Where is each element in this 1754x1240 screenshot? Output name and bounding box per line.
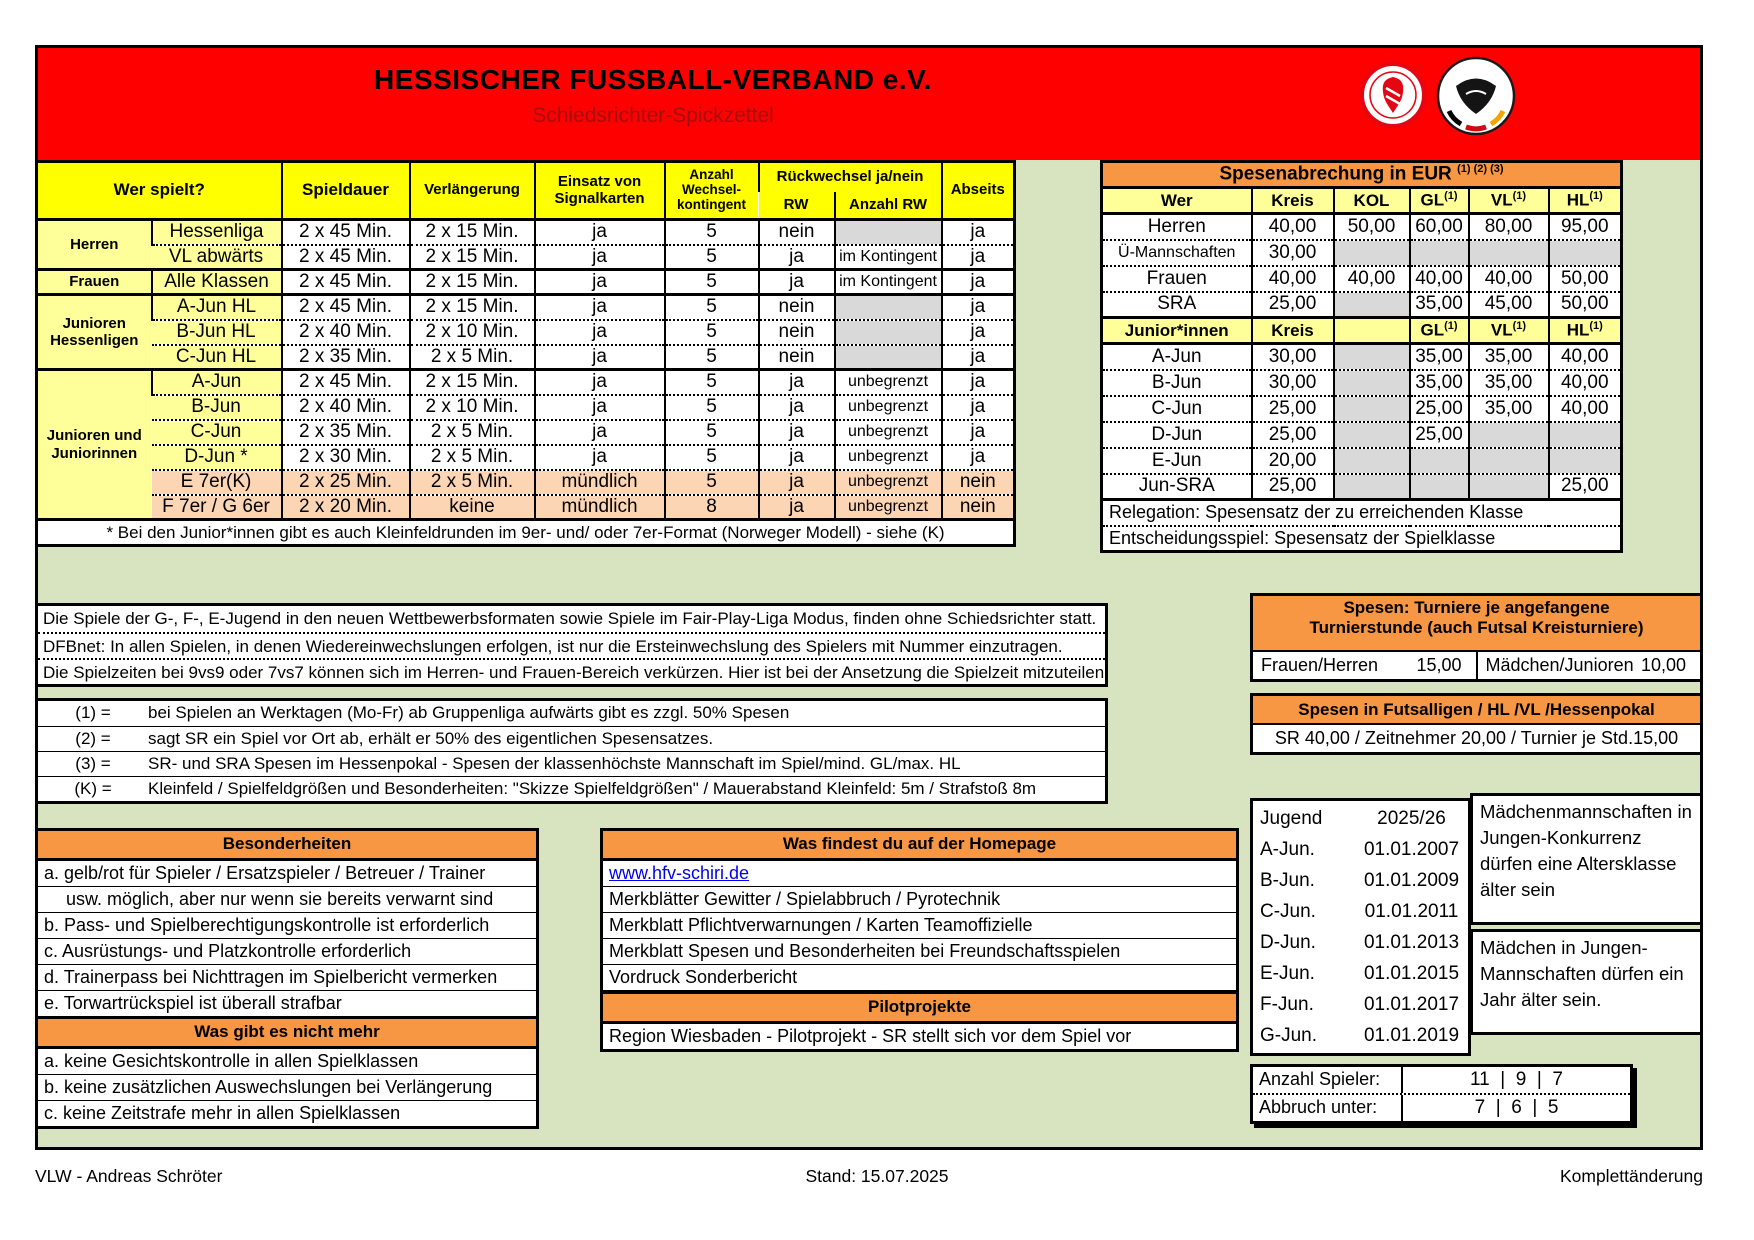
group-label-junioren-hl: Junioren Hessenligen — [37, 295, 152, 370]
cell: ja — [942, 370, 1015, 395]
cell: im Kontingent — [835, 270, 942, 295]
cell: 25,00 — [1410, 422, 1469, 448]
cell: ja — [942, 345, 1015, 370]
cell: 35,00 — [1469, 370, 1549, 396]
page-subtitle: Schiedsrichter-Spickzettel — [532, 104, 774, 127]
cell: 30,00 — [1252, 370, 1334, 396]
cell: 2 x 35 Min. — [282, 345, 410, 370]
cell — [1549, 422, 1622, 448]
cell: 5 — [665, 470, 759, 495]
futsal-expenses-box — [1250, 693, 1703, 755]
relegation-note: Relegation: Spesensatz der zu erreichenden Klasse — [1102, 500, 1622, 526]
cell: 5 — [665, 420, 759, 445]
cell — [1410, 474, 1469, 500]
cell — [1334, 448, 1410, 474]
col-header-extension: Verlängerung — [410, 162, 535, 220]
cell — [1549, 448, 1622, 474]
cell: 2 x 45 Min. — [282, 270, 410, 295]
cell: ja — [759, 445, 835, 470]
abort-threshold-row: Abbruch unter: 7 | 6 | 5 — [1253, 1093, 1630, 1121]
col-header-vl: VL$^{(1)}$ — [1469, 188, 1549, 214]
footer-date: Stand: 15.07.2025 — [805, 1166, 949, 1186]
specials-item: e. Torwartrückspiel ist überall strafbar — [38, 990, 536, 1016]
cell: nein — [759, 220, 835, 245]
legend-item: (2) = sagt SR ein Spiel vor Ort ab, erhält er 50% des eigentlichen Spesensatzes. — [38, 726, 1105, 751]
youth-year-row: A-Jun. 01.01.2007 — [1260, 839, 1460, 860]
cell — [1334, 474, 1410, 500]
cell: 2 x 20 Min. — [282, 495, 410, 520]
cell: 25,00 — [1252, 292, 1334, 318]
cell: 2 x 15 Min. — [410, 295, 535, 320]
who-plays-table — [35, 160, 1016, 547]
cell: 2 x 15 Min. — [410, 220, 535, 245]
cell: 2 x 45 Min. — [282, 220, 410, 245]
dfb-logo — [1436, 56, 1516, 141]
specials-item: d. Trainerpass bei Nichttragen im Spielbericht vermerken — [38, 964, 536, 990]
cell — [1334, 344, 1410, 370]
cell: B-Jun — [1102, 370, 1252, 396]
cell — [1469, 422, 1549, 448]
cell: ja — [942, 220, 1015, 245]
cell: ja — [535, 345, 665, 370]
cell: 25,00 — [1549, 474, 1622, 500]
specials-title: Besonderheiten — [38, 831, 536, 860]
cell: SRA — [1102, 292, 1252, 318]
cell — [1410, 448, 1469, 474]
cell: 5 — [665, 370, 759, 395]
cell: 5 — [665, 295, 759, 320]
cell — [1469, 474, 1549, 500]
cell: ja — [942, 320, 1015, 345]
col-header-rw: RW — [759, 192, 835, 220]
who-table-footnote: * Bei den Junior*innen gibt es auch Kleinfeldrunden im 9er- und/ oder 7er-Format (Norweger Modell) - siehe (K) — [37, 520, 1015, 546]
group-label-frauen: Frauen — [37, 270, 152, 295]
cell: 5 — [665, 270, 759, 295]
cell: A-Jun HL — [152, 295, 282, 320]
legend-item: (K) = Kleinfeld / Spielfeldgrößen und Besonderheiten: "Skizze Spielfeldgrößen" / Mauerabstand Kleinfeld: 5m / Strafstoß 8m — [38, 776, 1105, 801]
pilot-project-item: Region Wiesbaden - Pilotprojekt - SR stellt sich vor dem Spiel vor — [603, 1023, 1236, 1049]
cell: ja — [535, 220, 665, 245]
specials-item: b. Pass- und Spielberechtigungskontrolle ist erforderlich — [38, 912, 536, 938]
cell: 2 x 5 Min. — [410, 470, 535, 495]
sheet-board — [35, 45, 1703, 1150]
cell — [1334, 240, 1410, 266]
cell: 60,00 — [1410, 214, 1469, 240]
legend-item: (1) = bei Spielen an Werktagen (Mo-Fr) ab Gruppenliga aufwärts gibt es zzgl. 50% Spesen — [75, 703, 790, 722]
cell — [835, 345, 942, 370]
cell: 40,00 — [1549, 370, 1622, 396]
cell: 20,00 — [1252, 448, 1334, 474]
junior-header-label: Junior*innen — [1102, 318, 1252, 344]
cell: E-Jun — [1102, 448, 1252, 474]
discontinued-item: b. keine zusätzlichen Auswechslungen bei Verlängerung — [38, 1074, 536, 1100]
expenses-table — [1100, 160, 1623, 553]
cell: C-Jun HL — [152, 345, 282, 370]
note-line: Die Spiele der G-, F-, E-Jugend in den neuen Wettbewerbsformaten sowie Spiele im Fair-Play-Liga Modus, finden ohne Schiedsrichter statt. — [43, 609, 1097, 628]
cell: 2 x 5 Min. — [410, 345, 535, 370]
cell: 50,00 — [1549, 266, 1622, 292]
player-count-box — [1250, 1064, 1633, 1124]
cell: 2 x 15 Min. — [410, 270, 535, 295]
col-header-hl: HL$^{(1)}$ — [1549, 188, 1622, 214]
cell: ja — [535, 245, 665, 270]
cell: 5 — [665, 320, 759, 345]
cell — [1334, 292, 1410, 318]
cell: 2 x 5 Min. — [410, 445, 535, 470]
cell: 80,00 — [1469, 214, 1549, 240]
cell: ja — [759, 395, 835, 420]
cell: D-Jun * — [152, 445, 282, 470]
cell: 5 — [665, 245, 759, 270]
futsal-expenses-title: Spesen in Futsalligen / HL /VL /Hessenpokal — [1253, 696, 1700, 725]
cell: 95,00 — [1549, 214, 1622, 240]
col-header-resub: Rückwechsel ja/nein — [759, 162, 942, 192]
cell — [1334, 370, 1410, 396]
tournament-rate-men: Frauen/Herren 15,00 — [1261, 655, 1462, 675]
youth-year-row: C-Jun. 01.01.2011 — [1260, 901, 1459, 922]
cell: ja — [759, 370, 835, 395]
cell — [835, 320, 942, 345]
cell: 45,00 — [1469, 292, 1549, 318]
girls-rule-box-2: Mädchen in Jungen-Mannschaften dürfen ein Jahr älter sein. — [1470, 929, 1703, 1035]
cell: Herren — [1102, 214, 1252, 240]
cell: ja — [942, 445, 1015, 470]
cell: ja — [535, 395, 665, 420]
cell — [1334, 422, 1410, 448]
cell: unbegrenzt — [835, 420, 942, 445]
futsal-expenses-values: SR 40,00 / Zeitnehmer 20,00 / Turnier je Std.15,00 — [1274, 728, 1679, 748]
cell: 40,00 — [1549, 344, 1622, 370]
youth-year-row: B-Jun. 01.01.2009 — [1260, 870, 1460, 891]
page-title: HESSISCHER FUSSBALL-VERBAND e.V. — [374, 64, 932, 95]
decider-note: Entscheidungsspiel: Spesensatz der Spielklasse — [1102, 526, 1622, 552]
cell: VL abwärts — [152, 245, 282, 270]
junior-header-kreis: Kreis — [1252, 318, 1334, 344]
cell: ja — [942, 295, 1015, 320]
cell: 35,00 — [1410, 370, 1469, 396]
expenses-title-sup: (1) (2) (3) — [1457, 163, 1504, 176]
tournament-expenses-values — [1253, 652, 1700, 679]
cell: C-Jun — [1102, 396, 1252, 422]
pilot-projects-title: Pilotprojekte — [603, 994, 1236, 1023]
cell: 40,00 — [1410, 266, 1469, 292]
homepage-title: Was findest du auf der Homepage — [603, 831, 1236, 860]
cell: Hessenliga — [152, 220, 282, 245]
discontinued-item: c. keine Zeitstrafe mehr in allen Spielklassen — [38, 1100, 536, 1126]
cell: nein — [942, 470, 1015, 495]
homepage-link[interactable]: www.hfv-schiri.de — [603, 860, 1236, 886]
cell: Alle Klassen — [152, 270, 282, 295]
col-header-rw-count: Anzahl RW — [835, 192, 942, 220]
cell: unbegrenzt — [835, 370, 942, 395]
youth-year-row: E-Jun. 01.01.2015 — [1260, 963, 1460, 984]
cell: ja — [535, 270, 665, 295]
cell: unbegrenzt — [835, 445, 942, 470]
cell: 25,00 — [1410, 396, 1469, 422]
cell: ja — [535, 320, 665, 345]
cell: unbegrenzt — [835, 495, 942, 520]
cell: B-Jun — [152, 395, 282, 420]
youth-years-box — [1250, 798, 1471, 1056]
col-header-who: Wer spielt? — [37, 162, 282, 220]
youth-years-header: Jugend 2025/26 — [1260, 808, 1446, 829]
discontinued-title: Was gibt es nicht mehr — [38, 1016, 536, 1048]
group-label-junioren: Junioren und Juniorinnen — [37, 370, 152, 520]
junior-header-hl: HL$^{(1)}$ — [1549, 318, 1622, 344]
col-header-duration: Spieldauer — [282, 162, 410, 220]
cell: ja — [535, 295, 665, 320]
cell: ja — [942, 270, 1015, 295]
header-band — [38, 48, 1700, 160]
cell: 2 x 15 Min. — [410, 245, 535, 270]
cell: E 7er(K) — [152, 470, 282, 495]
group-label-herren: Herren — [37, 220, 152, 270]
cell: nein — [759, 345, 835, 370]
cell: 30,00 — [1252, 344, 1334, 370]
cell: unbegrenzt — [835, 395, 942, 420]
cell — [1410, 240, 1469, 266]
col-header-kol: KOL — [1334, 188, 1410, 214]
specials-box — [35, 828, 539, 1129]
youth-year-row: D-Jun. 01.01.2013 — [1260, 932, 1460, 953]
cell — [835, 220, 942, 245]
cell: C-Jun — [152, 420, 282, 445]
general-notes-box — [35, 603, 1108, 687]
col-header-wer: Wer — [1102, 188, 1252, 214]
cell — [1334, 396, 1410, 422]
cell: ja — [759, 420, 835, 445]
hfv-logo — [1360, 62, 1426, 133]
cell — [1549, 240, 1622, 266]
col-header-kreis: Kreis — [1252, 188, 1334, 214]
cell: 2 x 25 Min. — [282, 470, 410, 495]
cell: 25,00 — [1252, 474, 1334, 500]
pilot-projects-box — [600, 991, 1239, 1052]
note-line: Die Spielzeiten bei 9vs9 oder 7vs7 können sich im Herren- und Frauen-Bereich verkürzen. Hier ist bei der Ansetzung die Spielzeit mitzuteilen — [38, 658, 1105, 684]
cell: mündlich — [535, 495, 665, 520]
cell: 2 x 5 Min. — [410, 420, 535, 445]
cell: D-Jun — [1102, 422, 1252, 448]
cell: ja — [535, 445, 665, 470]
cell: 5 — [665, 445, 759, 470]
cell: 5 — [665, 345, 759, 370]
note-line: DFBnet: In allen Spielen, in denen Wiedereinwechslungen erfolgen, ist nur die Ersteinwechslung des Spielers mit Nummer einzutragen. — [38, 632, 1105, 658]
cell: im Kontingent — [835, 245, 942, 270]
cell: 8 — [665, 495, 759, 520]
cell: A-Jun — [1151, 345, 1202, 367]
cell: 35,00 — [1410, 292, 1469, 318]
cell: A-Jun — [152, 370, 282, 395]
cell: 2 x 45 Min. — [282, 295, 410, 320]
cell: 30,00 — [1252, 240, 1334, 266]
cell: Frauen — [1102, 266, 1252, 292]
cell: 40,00 — [1334, 266, 1410, 292]
homepage-item: Merkblatt Pflichtverwarnungen / Karten Teamoffizielle — [603, 912, 1236, 938]
cell: 40,00 — [1252, 266, 1334, 292]
legend-item: (3) = SR- und SRA Spesen im Hessenpokal - Spesen der klassenhöchste Mannschaft im Spiel/mind. GL/max. HL — [38, 751, 1105, 776]
cell: 40,00 — [1549, 396, 1622, 422]
cell: ja — [535, 420, 665, 445]
cell — [1469, 240, 1549, 266]
cell: keine — [410, 495, 535, 520]
cell: 25,00 — [1252, 422, 1334, 448]
footer-author: VLW - Andreas Schröter — [35, 1166, 223, 1186]
girls-rule-box-1: Mädchenmannschaften in Jungen-Konkurrenz dürfen eine Altersklasse älter sein — [1470, 793, 1703, 925]
homepage-item: Merkblätter Gewitter / Spielabbruch / Pyrotechnik — [603, 886, 1236, 912]
homepage-box — [600, 828, 1239, 993]
cell: 2 x 15 Min. — [410, 370, 535, 395]
footer-change-note: Komplettänderung — [1559, 1166, 1703, 1186]
junior-header-blank — [1334, 318, 1410, 344]
cell: F 7er / G 6er — [152, 495, 282, 520]
cell: B-Jun HL — [152, 320, 282, 345]
cell — [1469, 448, 1549, 474]
cell: ja — [942, 420, 1015, 445]
cell: ja — [942, 395, 1015, 420]
expenses-title-text: Spesenabrechung in EUR — [1219, 163, 1452, 185]
cell: 50,00 — [1334, 214, 1410, 240]
cell: 40,00 — [1469, 266, 1549, 292]
cell: 40,00 — [1252, 214, 1334, 240]
expenses-title — [1102, 162, 1622, 188]
cell: 2 x 40 Min. — [282, 395, 410, 420]
cell: ja — [942, 245, 1015, 270]
specials-item: usw. möglich, aber nur wenn sie bereits verwarnt sind — [38, 886, 536, 912]
cell: mündlich — [535, 470, 665, 495]
cell: ja — [535, 370, 665, 395]
cell: nein — [759, 320, 835, 345]
cell: 35,00 — [1469, 396, 1549, 422]
cell: ja — [759, 270, 835, 295]
cell: ja — [759, 470, 835, 495]
discontinued-item: a. keine Gesichtskontrolle in allen Spielklassen — [38, 1048, 536, 1074]
cell: 2 x 45 Min. — [282, 245, 410, 270]
specials-item: c. Ausrüstungs- und Platzkontrolle erforderlich — [38, 938, 536, 964]
cell: nein — [942, 495, 1015, 520]
cell: ja — [759, 495, 835, 520]
cell: 35,00 — [1410, 344, 1469, 370]
cell: Ü-Mannschaften — [1102, 240, 1252, 266]
tournament-rate-youth: Mädchen/Junioren 10,00 — [1476, 652, 1701, 679]
youth-year-row: F-Jun. 01.01.2017 — [1260, 994, 1460, 1015]
cell: 2 x 40 Min. — [282, 320, 410, 345]
homepage-item: Merkblatt Spesen und Besonderheiten bei Freundschaftsspielen — [603, 938, 1236, 964]
cell: 5 — [665, 220, 759, 245]
cell: nein — [759, 295, 835, 320]
junior-header-vl: VL$^{(1)}$ — [1469, 318, 1549, 344]
cell: 2 x 30 Min. — [282, 445, 410, 470]
tournament-expenses-title: Spesen: Turniere je angefangene Turnierstunde (auch Futsal Kreisturniere) — [1253, 596, 1700, 652]
legend-box — [35, 698, 1108, 804]
homepage-item: Vordruck Sonderbericht — [603, 964, 1236, 990]
cell: unbegrenzt — [835, 470, 942, 495]
cell: 25,00 — [1252, 396, 1334, 422]
cell: 2 x 10 Min. — [410, 320, 535, 345]
player-count-row: Anzahl Spieler: 11 | 9 | 7 — [1253, 1067, 1630, 1093]
col-header-cards: Einsatz von Signalkarten — [535, 162, 665, 220]
youth-year-row: G-Jun. 01.01.2019 — [1260, 1025, 1460, 1046]
col-header-sub-quota: Anzahl Wechsel- kontingent — [665, 162, 759, 220]
cell: 5 — [665, 395, 759, 420]
cell: 2 x 45 Min. — [282, 370, 410, 395]
cell: ja — [759, 245, 835, 270]
cell: 2 x 10 Min. — [410, 395, 535, 420]
junior-header-gl: GL$^{(1)}$ — [1410, 318, 1469, 344]
cell: 35,00 — [1469, 344, 1549, 370]
col-header-offside: Abseits — [942, 162, 1015, 220]
specials-item: a. gelb/rot für Spieler / Ersatzspieler / Betreuer / Trainer — [38, 860, 536, 886]
cell: 2 x 35 Min. — [282, 420, 410, 445]
col-header-gl: GL$^{(1)}$ — [1410, 188, 1469, 214]
cell: 50,00 — [1549, 292, 1622, 318]
cell — [835, 295, 942, 320]
cell: Jun-SRA — [1102, 474, 1252, 500]
tournament-expenses-box — [1250, 593, 1703, 682]
